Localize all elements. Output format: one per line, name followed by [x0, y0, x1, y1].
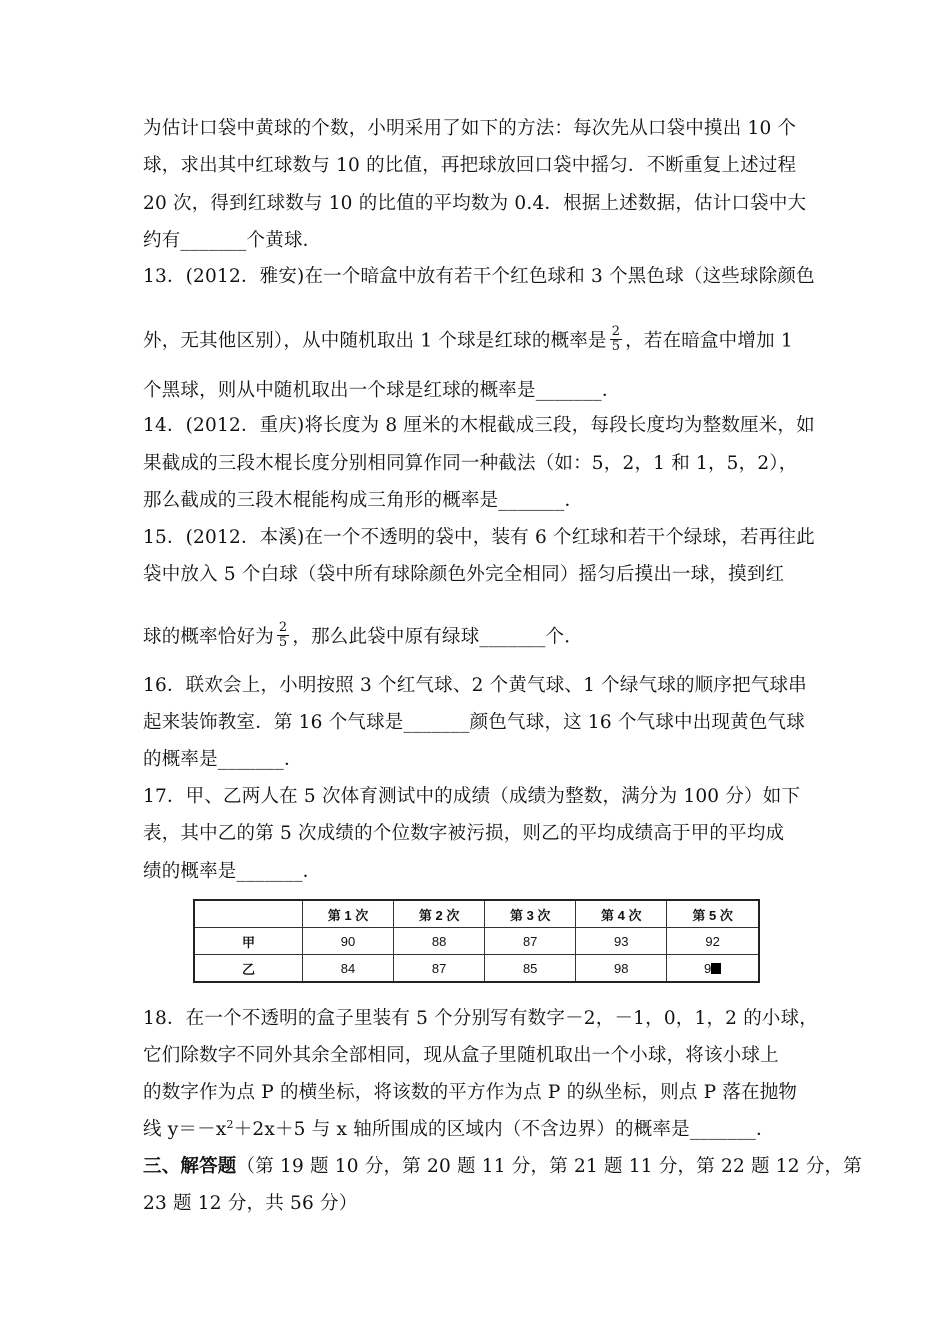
- q13-fraction: [610, 325, 622, 354]
- q14-line-1: 14．(2012．重庆)将长度为 8 厘米的木棍截成三段，每段长度均为整数厘米，如: [143, 415, 815, 436]
- table-cell: 93: [576, 928, 667, 955]
- table-row-label: 甲: [194, 928, 303, 955]
- table-header-row: [194, 900, 759, 928]
- section-3-title: 三、解答题: [143, 1156, 237, 1177]
- section-3-heading-line: [143, 1155, 862, 1179]
- smudged-tens-digit: 9: [704, 960, 712, 976]
- q16-line-3: 的概率是_______．: [143, 749, 303, 770]
- q15-line-3: [143, 620, 583, 652]
- table-cell-smudged: [667, 955, 759, 983]
- exponent: 2: [226, 1117, 234, 1131]
- q18-line-3: 的数字作为点 P 的横坐标，将该数的平方作为点 P 的纵坐标，则点 P 落在抛物: [143, 1082, 798, 1103]
- q17-line-2: 表，其中乙的第 5 次成绩的个位数字被污损，则乙的平均成绩高于甲的平均成: [143, 823, 785, 844]
- q15-fraction: [277, 621, 289, 650]
- q14-line-3: 那么截成的三段木棍能构成三角形的概率是_______．: [143, 490, 584, 511]
- table-header-cell: 第 2 次: [394, 900, 485, 928]
- table-cell: 87: [485, 928, 576, 955]
- q13-line-2: [143, 324, 793, 356]
- table-cell: 90: [303, 928, 394, 955]
- table-header-cell: [194, 900, 303, 928]
- q17-line-1: 17．甲、乙两人在 5 次体育测试中的成绩（成绩为整数，满分为 100 分）如下: [143, 786, 801, 807]
- table-row-yi: [194, 955, 759, 983]
- q13-text-after-fraction: ，若在暗盒中增加 1: [625, 330, 793, 352]
- q15-line-2: 袋中放入 5 个白球（袋中所有球除颜色外完全相同）摇匀后摸出一球，摸到红: [143, 564, 785, 585]
- q13-line-3: 个黑球，则从中随机取出一个球是红球的概率是_______．: [143, 380, 621, 401]
- q15-fraction-numerator: 2: [278, 620, 288, 635]
- q16-line-1: 16．联欢会上，小明按照 3 个红气球、2 个黄气球、1 个绿气球的顺序把气球串: [143, 675, 807, 696]
- table-header-cell: 第 1 次: [303, 900, 394, 928]
- q12-line-3: 20 次，得到红球数与 10 的比值的平均数为 0.4．根据上述数据，估计口袋中大: [143, 193, 807, 214]
- q13-line-1: 13．(2012．雅安)在一个暗盒中放有若干个红色球和 3 个黑色球（这些球除颜色: [143, 266, 815, 287]
- table-cell: 92: [667, 928, 759, 955]
- q18-equation-start: 线 y＝－x: [143, 1119, 227, 1140]
- q13-fraction-denominator: 5: [611, 339, 621, 354]
- section-3-scoring: （第 19 题 10 分，第 20 题 11 分，第 21 题 11 分，第 22 题 12 分，第: [236, 1156, 862, 1177]
- q15-text-after-fraction: ，那么此袋中原有绿球_______个．: [292, 626, 583, 648]
- table-row-jia: [194, 928, 759, 955]
- table-cell: 84: [303, 955, 394, 983]
- q12-line-1: 为估计口袋中黄球的个数，小明采用了如下的方法：每次先从口袋中摸出 10 个: [143, 118, 797, 139]
- table-header-cell: 第 4 次: [576, 900, 667, 928]
- q13-fraction-numerator: 2: [611, 324, 621, 339]
- q18-line-4: [143, 1118, 775, 1142]
- q15-fraction-denominator: 5: [278, 635, 288, 650]
- scores-table: [193, 899, 760, 983]
- q17-line-3: 绩的概率是_______．: [143, 861, 322, 882]
- q14-line-2: 果截成的三段木棍长度分别相同算作同一种截法（如：5，2，1 和 1，5，2），: [143, 453, 798, 474]
- q16-line-2: 起来装饰教室．第 16 个气球是_______颜色气球，这 16 个气球中出现黄色气球: [143, 712, 805, 733]
- table-cell: 88: [394, 928, 485, 955]
- table-cell: 98: [576, 955, 667, 983]
- q18-equation-rest: ＋2x＋5 与 x 轴所围成的区域内（不含边界）的概率是_______．: [233, 1119, 775, 1140]
- q15-text-before-fraction: 球的概率恰好为: [143, 626, 274, 648]
- table-row-label: 乙: [194, 955, 303, 983]
- table-cell: 85: [485, 955, 576, 983]
- table-header-cell: 第 5 次: [667, 900, 759, 928]
- ink-smudge: [711, 963, 721, 974]
- section-3-line-2: 23 题 12 分，共 56 分）: [143, 1193, 358, 1214]
- q12-line-4: 约有_______个黄球．: [143, 230, 322, 251]
- q18-line-2: 它们除数字不同外其余全部相同，现从盒子里随机取出一个小球，将该小球上: [143, 1045, 779, 1066]
- q18-line-1: 18．在一个不透明的盒子里装有 5 个分别写有数字－2，－1，0，1，2 的小球，: [143, 1008, 819, 1029]
- table-cell: 87: [394, 955, 485, 983]
- table-header-cell: 第 3 次: [485, 900, 576, 928]
- q13-text-before-fraction: 外，无其他区别），从中随机取出 1 个球是红球的概率是: [143, 330, 607, 352]
- q12-line-2: 球，求出其中红球数与 10 的比值，再把球放回口袋中摇匀．不断重复上述过程: [143, 155, 797, 176]
- q15-line-1: 15．(2012．本溪)在一个不透明的袋中，装有 6 个红球和若干个绿球，若再往此: [143, 527, 815, 548]
